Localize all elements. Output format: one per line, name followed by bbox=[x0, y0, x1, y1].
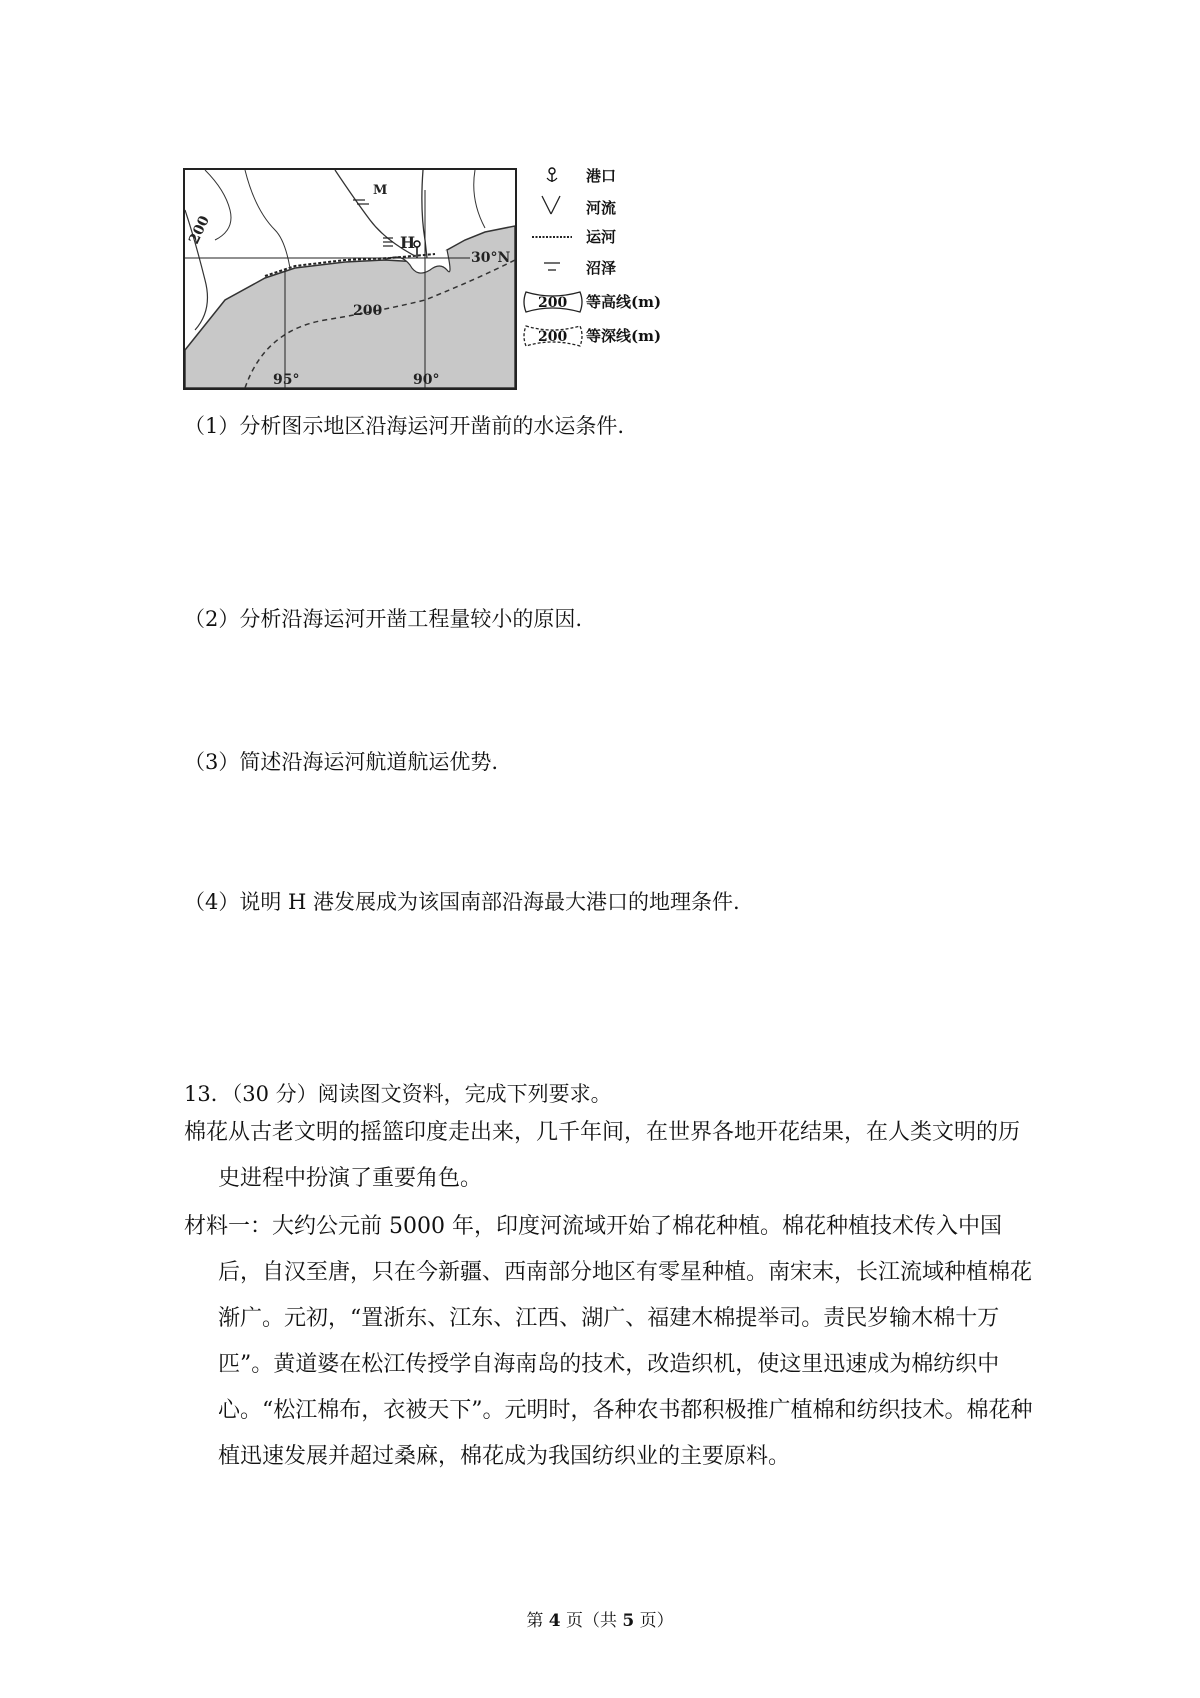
legend-label-depth: 等深线(m) bbox=[586, 327, 662, 345]
footer-middle: 页（共 bbox=[560, 1611, 623, 1631]
label-contour-land: 200 bbox=[186, 213, 213, 247]
river-4 bbox=[245, 170, 290, 268]
footer-suffix: 页） bbox=[634, 1611, 674, 1631]
label-30n: 30°N bbox=[471, 250, 511, 266]
intro-text: 棉花从古老文明的摇篮印度走出来，几千年间，在世界各地开花结果，在人类文明的历史进程中扮演了重要角色。 bbox=[184, 1120, 1021, 1191]
legend-label-river: 河流 bbox=[586, 199, 617, 217]
footer-total-pages: 5 bbox=[622, 1611, 635, 1631]
label-contour-sea: 200 bbox=[353, 303, 383, 319]
page-footer bbox=[0, 1606, 1200, 1631]
river-icon bbox=[540, 194, 562, 216]
legend-label-marsh: 沼泽 bbox=[586, 259, 617, 277]
map-legend bbox=[522, 160, 692, 390]
land-contour-2 bbox=[205, 170, 231, 240]
sea-area bbox=[185, 226, 515, 388]
question-3: （3）简述沿海运河航道航运优势. bbox=[184, 750, 499, 774]
question-13-header: 13．（30 分）阅读图文资料，完成下列要求。 bbox=[184, 1082, 612, 1106]
legend-depth-value: 200 bbox=[538, 329, 568, 345]
port-icon bbox=[544, 166, 560, 184]
legend-label-contour: 等高线(m) bbox=[586, 293, 662, 311]
legend-contour-value: 200 bbox=[538, 295, 568, 311]
canal-icon bbox=[532, 234, 572, 240]
question-4: （4）说明 H 港发展成为该国南部沿海最大港口的地理条件. bbox=[184, 890, 740, 914]
material-1-text: 材料一：大约公元前 5000 年，印度河流域开始了棉花种植。棉花种植技术传入中国后，自汉至唐，只在今新疆、西南部分地区有零星种植。南宋末，长江流域种植棉花渐广。元初，“置浙东、江东、江西、湖广、福建木棉提举司。责民岁输木棉十万匹”。黄道婆在松江传授学自海南岛的技术，改造织机，使这里迅速成为棉纺织中心。“松江棉布，衣被天下”。元明时，各种农书都积极推广植棉和纺织技术。棉花种植迅速发展并超过桑麻，棉花成为我国纺织业的主要原料。 bbox=[184, 1214, 1033, 1469]
question-2: （2）分析沿海运河开凿工程量较小的原因. bbox=[184, 607, 583, 631]
question-13-intro bbox=[184, 1110, 1034, 1202]
label-h: H bbox=[400, 233, 416, 252]
label-90: 90° bbox=[413, 372, 440, 388]
legend-label-port: 港口 bbox=[586, 167, 617, 185]
legend-label-canal: 运河 bbox=[586, 228, 617, 246]
question-13-material-1 bbox=[184, 1204, 1034, 1480]
label-95: 95° bbox=[273, 372, 300, 388]
river-3 bbox=[474, 170, 485, 228]
map-svg bbox=[185, 170, 515, 388]
marsh-icon bbox=[542, 260, 562, 274]
question-1: （1）分析图示地区沿海运河开凿前的水运条件. bbox=[184, 414, 625, 438]
footer-prefix: 第 bbox=[526, 1611, 549, 1631]
map-figure bbox=[183, 168, 517, 390]
river-2 bbox=[422, 170, 427, 258]
label-m: M bbox=[373, 183, 388, 198]
footer-page-number: 4 bbox=[548, 1611, 561, 1631]
